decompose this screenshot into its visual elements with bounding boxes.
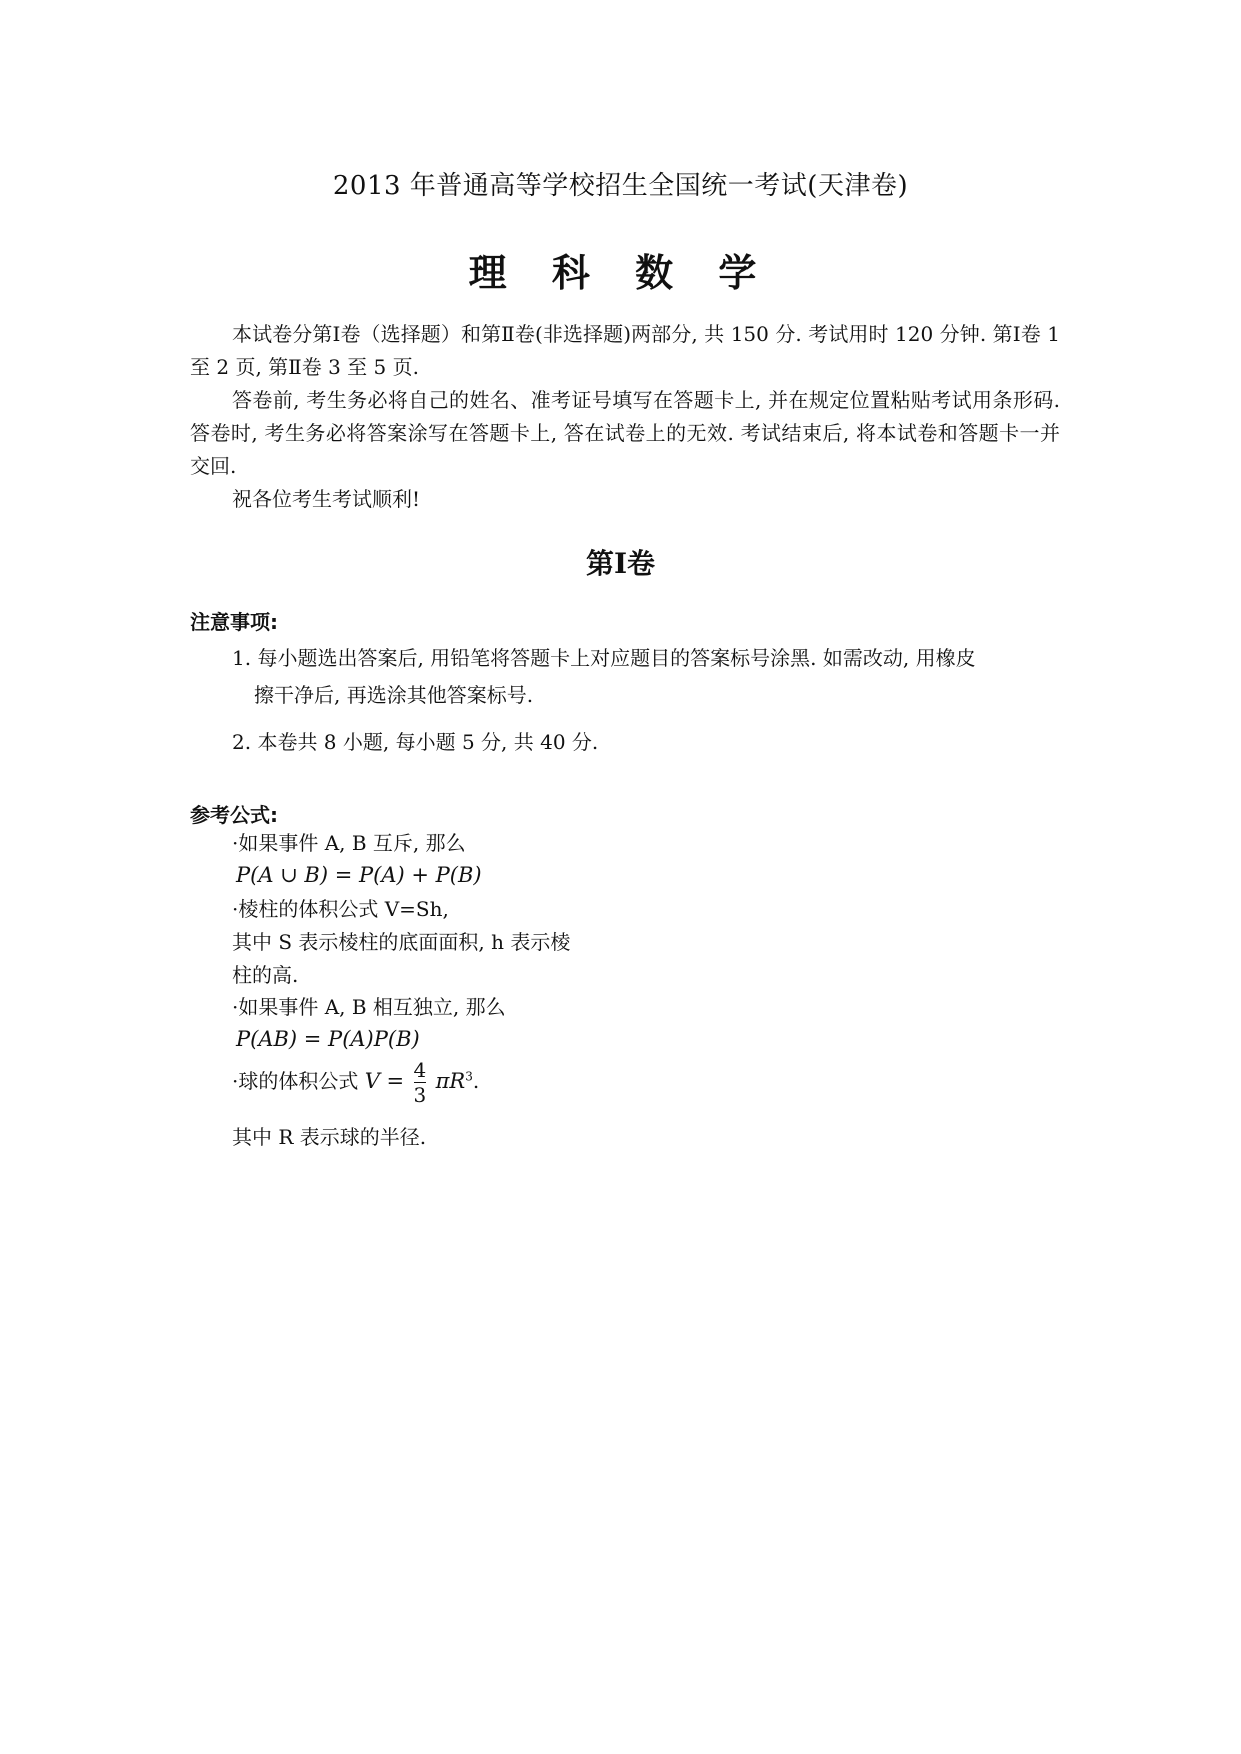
formula-4-exponent: 3 (465, 1069, 473, 1084)
formula-4-note: 其中 R 表示球的半径. (232, 1125, 427, 1149)
formula-2-note-1: 其中 S 表示棱柱的底面面积, h 表示棱 (232, 930, 571, 954)
formula-4 (232, 1058, 479, 1107)
formula-4-fraction (414, 1058, 427, 1107)
formula-1-math: P(A ∪ B) = P(A) + P(B) (236, 863, 482, 887)
notes-heading: 注意事项: (190, 610, 278, 634)
formula-2-text: ·棱柱的体积公式 V=Sh, (232, 897, 449, 921)
note-item-1 (232, 640, 1062, 714)
formula-2-note-2: 柱的高. (232, 963, 299, 987)
formula-3-math: P(AB) = P(A)P(B) (236, 1027, 420, 1051)
formulas-heading: 参考公式: (190, 803, 278, 827)
fraction-numerator: 4 (413, 1058, 427, 1082)
formula-4-rhs: πR (435, 1069, 466, 1093)
intro-paragraph-3: 祝各位考生考试顺利! (232, 487, 421, 511)
formula-1-text: ·如果事件 A, B 互斥, 那么 (232, 831, 466, 855)
note-item-1-line-1: 1. 每小题选出答案后, 用铅笔将答题卡上对应题目的答案标号涂黑. 如需改动, 用橡皮 (232, 646, 976, 670)
intro-section (190, 318, 1060, 516)
formula-3-text: ·如果事件 A, B 相互独立, 那么 (232, 995, 506, 1019)
formula-4-end: . (472, 1069, 480, 1093)
formula-4-text: ·球的体积公式 (232, 1069, 359, 1093)
formula-4-lhs: V = (364, 1069, 405, 1093)
volume-title: 第Ⅰ卷 (585, 547, 656, 580)
intro-paragraph-2: 答卷前, 考生务必将自己的姓名、准考证号填写在答题卡上, 并在规定位置粘贴考试用条形码. 答卷时, 考生务必将答案涂写在答题卡上, 答在试卷上的无效. 考试结束后, 将本试卷和答题卡一并交回. (190, 388, 1060, 478)
subject-title: 理 科 数 学 (468, 250, 773, 295)
fraction-denominator: 3 (413, 1083, 427, 1107)
note-item-2: 2. 本卷共 8 小题, 每小题 5 分, 共 40 分. (232, 730, 599, 754)
exam-title: 2013 年普通高等学校招生全国统一考试(天津卷) (332, 171, 909, 201)
note-item-1-line-2: 擦干净后, 再选涂其他答案标号. (254, 683, 534, 707)
intro-paragraph-1: 本试卷分第Ⅰ卷（选择题）和第Ⅱ卷(非选择题)两部分, 共 150 分. 考试用时 120 分钟. 第Ⅰ卷 1 至 2 页, 第Ⅱ卷 3 至 5 页. (190, 322, 1060, 379)
